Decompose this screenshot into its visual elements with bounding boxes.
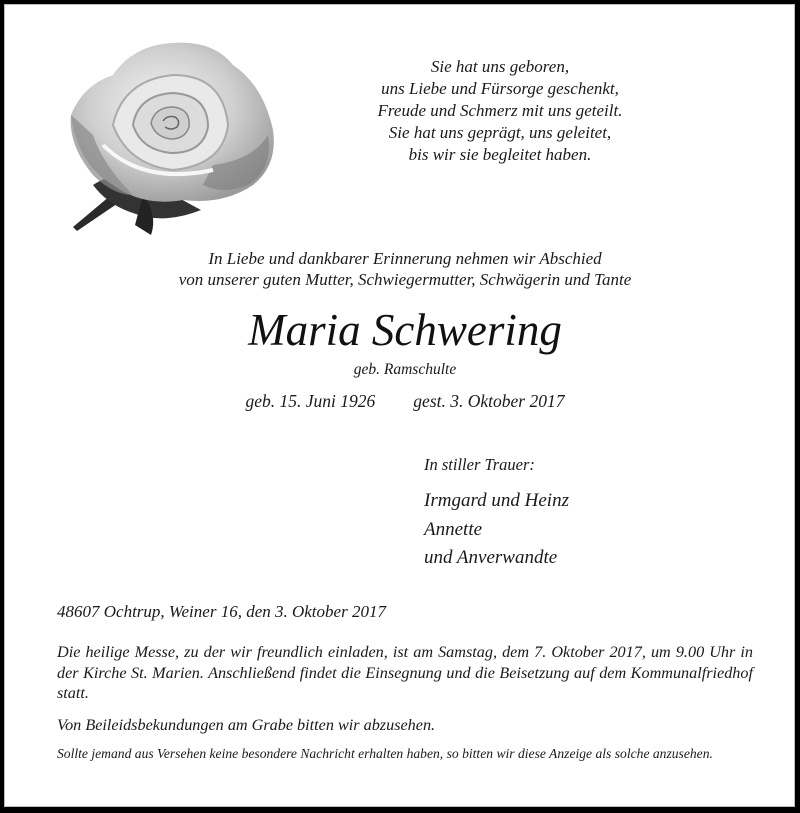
poem-line: Freude und Schmerz mit uns geteilt. bbox=[377, 101, 623, 120]
poem bbox=[330, 56, 670, 166]
obituary-frame bbox=[4, 4, 795, 807]
place-date: 48607 Ochtrup, Weiner 16, den 3. Oktober 2017 bbox=[57, 602, 386, 621]
mourner-name: Annette bbox=[424, 518, 483, 540]
mourner-name: und Anverwandte bbox=[424, 547, 558, 568]
poem-line: uns Liebe und Fürsorge geschenkt, bbox=[381, 79, 619, 98]
poem-line: Sie hat uns geprägt, uns geleitet, bbox=[388, 123, 612, 142]
maiden-name: geb. Ramschulte bbox=[353, 361, 457, 378]
mourners-label: In stiller Trauer: bbox=[424, 455, 535, 474]
intro-line: von unserer guten Mutter, Schwiegermutter, Schwägerin und Tante bbox=[178, 270, 632, 289]
condolences-note: Von Beileidsbekundungen am Grabe bitten wir abzusehen. bbox=[57, 716, 436, 734]
death-date: gest. 3. Oktober 2017 bbox=[413, 391, 565, 411]
mass-info: Die heilige Messe, zu der wir freundlich einladen, ist am Samstag, dem 7. Oktober 2017, um 9.00 Uhr in der Kirche St. Marien. Anschließend findet die Einsegnung und die Beisetzung auf dem Kommunalfriedhof statt. bbox=[57, 643, 753, 702]
notice-text: Sollte jemand aus Versehen keine besondere Nachricht erhalten haben, so bitten wir diese Anzeige als solche anzusehen. bbox=[57, 746, 713, 761]
poem-line: Sie hat uns geboren, bbox=[430, 57, 570, 76]
birth-date: geb. 15. Juni 1926 bbox=[245, 391, 376, 411]
poem-line: bis wir sie begleitet haben. bbox=[408, 145, 592, 164]
mourner-name: Irmgard und Heinz bbox=[424, 490, 569, 511]
intro-text bbox=[105, 248, 705, 290]
rose-icon bbox=[63, 35, 295, 240]
deceased-name: Maria Schwering bbox=[248, 305, 562, 355]
mourners-list bbox=[424, 487, 569, 573]
intro-line: In Liebe und dankbarer Erinnerung nehmen wir Abschied bbox=[208, 249, 602, 268]
life-dates bbox=[105, 391, 705, 412]
